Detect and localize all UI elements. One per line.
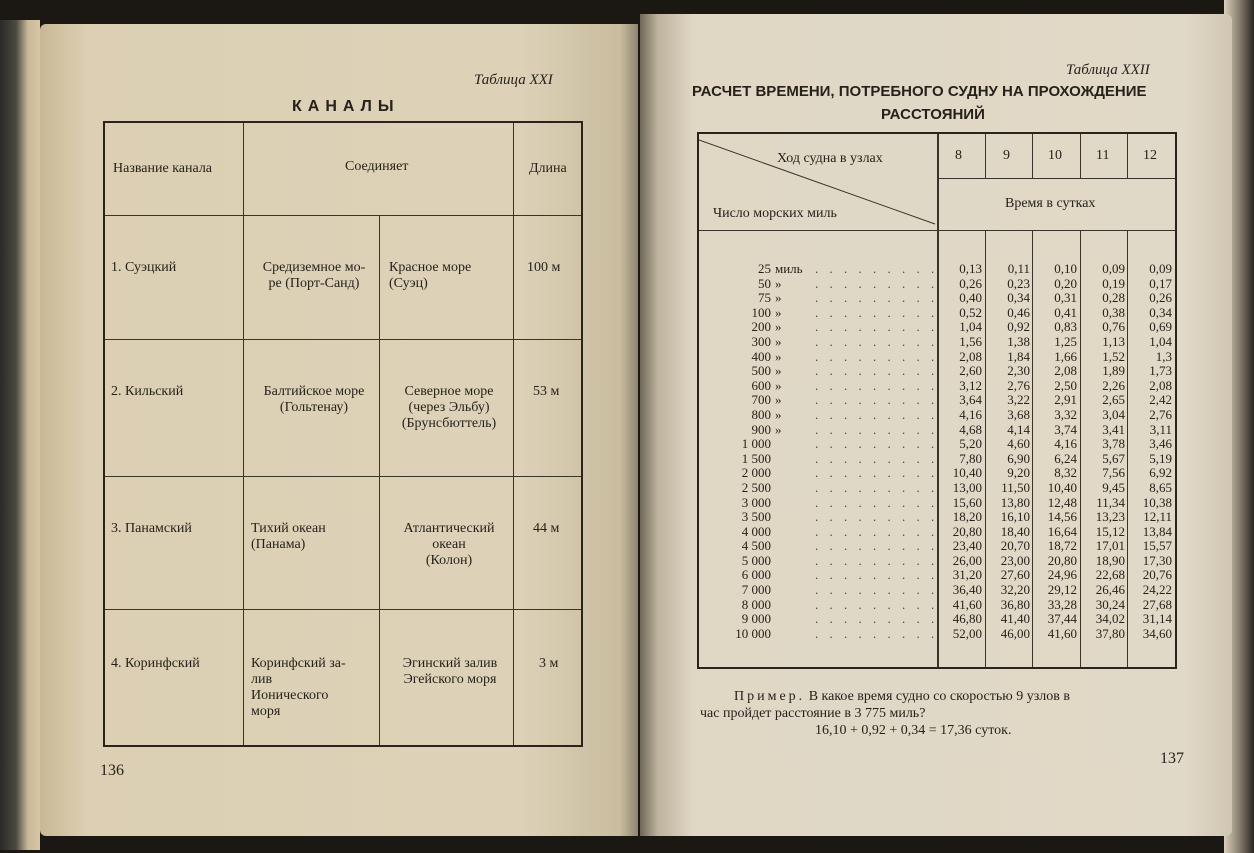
time-cell: 0,40 (959, 290, 982, 306)
mile-value: 25 (758, 261, 771, 276)
time-cell: 30,24 (1095, 596, 1125, 612)
time-cell: 20,80 (1047, 552, 1077, 568)
time-cell: 1,66 (1054, 348, 1077, 364)
mile-row (707, 582, 939, 598)
leader-dots: . . . . . . . . . (815, 567, 939, 583)
time-cell: 26,00 (952, 552, 982, 568)
time-cell: 5,20 (959, 436, 982, 452)
mile-value: 200 (751, 319, 771, 335)
mile-row (707, 261, 939, 277)
leader-dots: . . . . . . . . . (815, 290, 939, 306)
time-cell: 0,34 (1007, 290, 1030, 306)
time-cell: 32,20 (1000, 582, 1030, 598)
time-cell: 8,65 (1149, 479, 1172, 495)
mile-value: 500 (751, 363, 771, 379)
time-cell: 0,38 (1102, 304, 1125, 320)
time-cell: 16,64 (1047, 523, 1077, 539)
leader-dots: . . . . . . . . . (815, 494, 939, 510)
time-cell: 20,80 (952, 523, 982, 539)
leader-dots: . . . . . . . . . (815, 377, 939, 393)
header-nautical-miles: Число морских миль (713, 206, 837, 221)
mile-value: 4 500 (741, 538, 771, 554)
time-cell: 3,64 (959, 392, 982, 408)
canal-to-3: Атлантический океан (Колон) (403, 521, 495, 568)
time-cell: 17,01 (1095, 538, 1125, 554)
speed-10: 10 (1048, 148, 1062, 163)
mile-value: 9 000 (741, 611, 771, 627)
time-cell: 23,40 (952, 538, 982, 554)
header-connects: Соединяет (345, 159, 409, 174)
time-cell: 37,80 (1095, 625, 1125, 641)
mile-row (707, 363, 939, 379)
leader-dots: . . . . . . . . . (815, 596, 939, 612)
time-cell: 3,78 (1102, 436, 1125, 452)
time-cell: 0,31 (1054, 290, 1077, 306)
time-cell: 1,52 (1102, 348, 1125, 364)
mile-unit: » (775, 319, 782, 335)
leader-dots: . . . . . . . . . (815, 304, 939, 320)
time-cell: 20,76 (1142, 567, 1172, 583)
time-cell: 11,34 (1096, 494, 1125, 510)
time-cell: 3,46 (1149, 436, 1172, 452)
time-cell: 0,52 (959, 304, 982, 320)
times-speed-11 (1081, 262, 1128, 641)
time-cell: 15,12 (1095, 523, 1125, 539)
example-text-1: В какое время судно со скоростью 9 узлов в (805, 689, 1070, 704)
time-cell: 1,13 (1102, 333, 1125, 349)
leader-dots: . . . . . . . . . (815, 523, 939, 539)
mile-row (707, 421, 939, 438)
leader-dots: . . . . . . . . . (815, 319, 939, 335)
time-cell: 0,19 (1102, 275, 1125, 291)
mile-value: 2 500 (741, 479, 771, 495)
miles-column (707, 261, 939, 641)
mile-value: 1 500 (741, 450, 771, 466)
leader-dots: . . . . . . . . . (815, 436, 939, 452)
time-cell: 36,80 (1000, 596, 1030, 612)
voyage-time-table (697, 132, 1177, 669)
time-cell: 4,14 (1007, 421, 1030, 437)
leader-dots: . . . . . . . . . (815, 625, 939, 641)
time-cell: 2,30 (1007, 363, 1030, 379)
time-cell: 34,02 (1095, 611, 1125, 627)
leader-dots: . . . . . . . . . (815, 611, 939, 627)
time-cell: 0,46 (1007, 304, 1030, 320)
time-cell: 13,23 (1095, 509, 1125, 525)
time-cell: 24,96 (1047, 567, 1077, 583)
time-cell: 6,24 (1054, 450, 1077, 466)
time-cell: 22,68 (1095, 567, 1125, 583)
time-cell: 36,40 (952, 582, 982, 598)
time-cell: 18,72 (1047, 538, 1077, 554)
mile-row (707, 494, 939, 511)
time-cell: 2,08 (959, 348, 982, 364)
mile-unit: » (775, 392, 782, 408)
time-cell: 1,84 (1007, 348, 1030, 364)
speed-11: 11 (1096, 148, 1110, 163)
mile-unit: » (775, 421, 782, 437)
leader-dots: . . . . . . . . . (815, 348, 939, 364)
mile-unit: » (775, 304, 782, 320)
mile-value: 10 000 (735, 625, 771, 641)
speed-8: 8 (955, 148, 962, 163)
time-cell: 3,22 (1007, 392, 1030, 408)
time-cell: 10,40 (952, 465, 982, 481)
canal-to-4: Эгинский залив Эгейского моря (402, 656, 498, 687)
mile-row (707, 523, 939, 540)
time-cell: 46,80 (952, 611, 982, 627)
time-cell: 0,76 (1102, 319, 1125, 335)
mile-value: 8 000 (741, 596, 771, 612)
leader-dots: . . . . . . . . . (815, 465, 939, 481)
mile-value: 50 (758, 275, 771, 291)
time-cell: 41,60 (952, 596, 982, 612)
time-cell: 27,60 (1000, 567, 1030, 583)
time-cell: 2,50 (1054, 377, 1077, 393)
time-cell: 4,60 (1007, 436, 1030, 452)
times-speed-12 (1128, 262, 1175, 641)
mile-value: 100 (751, 304, 771, 320)
time-cell: 46,00 (1000, 625, 1030, 641)
time-cell: 29,12 (1047, 582, 1077, 598)
mile-row (707, 450, 939, 467)
time-cell: 0,20 (1054, 275, 1077, 291)
time-cell: 0,26 (959, 275, 982, 291)
time-cell: 24,22 (1142, 582, 1172, 598)
time-cell: 1,73 (1149, 363, 1172, 379)
table-label-xxii: Таблица XXII (1066, 62, 1150, 78)
time-cell: 27,68 (1142, 596, 1172, 612)
header-canal-name: Название канала (113, 161, 213, 176)
time-cell: 31,20 (952, 567, 982, 583)
mile-row (707, 465, 939, 481)
canal-length-3: 44 м (533, 521, 560, 536)
time-cell: 3,32 (1054, 406, 1077, 422)
time-cell: 3,12 (959, 377, 982, 393)
time-cell: 1,3 (1155, 348, 1172, 364)
mile-row (707, 406, 939, 423)
mile-value: 7 000 (741, 582, 771, 598)
leader-dots: . . . . . . . . . (815, 363, 939, 379)
mile-unit: » (775, 275, 782, 291)
canal-length-4: 3 м (539, 656, 559, 671)
table-label-xxi: Таблица XXI (474, 72, 553, 88)
mile-unit: » (775, 333, 782, 349)
time-cell: 13,00 (952, 479, 982, 495)
time-cell: 0,26 (1149, 290, 1172, 306)
time-cell: 0,23 (1007, 275, 1030, 291)
time-cell: 0,10 (1054, 261, 1077, 276)
time-cell: 16,10 (1000, 509, 1030, 525)
time-cell: 3,41 (1102, 421, 1125, 437)
leader-dots: . . . . . . . . . (815, 392, 939, 408)
time-cell: 0,69 (1149, 319, 1172, 335)
time-cell: 7,56 (1102, 465, 1125, 481)
time-cell: 3,04 (1102, 406, 1125, 422)
time-cell: 31,14 (1142, 611, 1172, 627)
mile-value: 600 (751, 377, 771, 393)
mile-row (707, 377, 939, 394)
time-cell: 52,00 (952, 625, 982, 641)
mile-unit: » (775, 377, 782, 393)
time-cell: 10,40 (1047, 479, 1077, 495)
time-cell: 7,80 (959, 450, 982, 466)
leader-dots: . . . . . . . . . (815, 538, 939, 554)
time-cell: 20,70 (1000, 538, 1030, 554)
leader-dots: . . . . . . . . . (815, 509, 939, 525)
time-cell: 2,76 (1007, 377, 1030, 393)
time-cell: 3,74 (1054, 421, 1077, 437)
time-cell: 5,67 (1102, 450, 1125, 466)
mile-value: 2 000 (741, 465, 771, 481)
time-cell: 10,38 (1142, 494, 1172, 510)
example-formula: 16,10 + 0,92 + 0,34 = 17,36 суток. (815, 723, 1012, 738)
canal-length-1: 100 м (527, 260, 561, 275)
header-length: Длина (529, 161, 567, 176)
mile-value: 4 000 (741, 523, 771, 539)
leader-dots: . . . . . . . . . (815, 406, 939, 422)
voyage-title-line2: РАССТОЯНИЙ (881, 106, 985, 123)
times-speed-10 (1033, 262, 1080, 641)
time-cell: 11,50 (1001, 479, 1030, 495)
mile-row (707, 596, 939, 613)
time-cell: 1,25 (1054, 333, 1077, 349)
time-cell: 9,45 (1102, 479, 1125, 495)
time-cell: 0,41 (1054, 304, 1077, 320)
time-cell: 2,08 (1054, 363, 1077, 379)
header-time-days: Время в сутках (1005, 196, 1096, 211)
time-cell: 2,08 (1149, 377, 1172, 393)
mile-row (707, 509, 939, 525)
time-cell: 2,65 (1102, 392, 1125, 408)
time-cell: 2,26 (1102, 377, 1125, 393)
time-cell: 0,09 (1149, 261, 1172, 276)
speed-12: 12 (1143, 148, 1157, 163)
time-cell: 0,13 (959, 261, 982, 276)
time-cell: 13,84 (1142, 523, 1172, 539)
mile-row (707, 275, 939, 292)
mile-row (707, 348, 939, 365)
time-cell: 1,56 (959, 333, 982, 349)
book-spine-left (0, 20, 40, 850)
time-cell: 0,83 (1054, 319, 1077, 335)
time-cell: 14,56 (1047, 509, 1077, 525)
leader-dots: . . . . . . . . . (815, 582, 939, 598)
time-cell: 41,60 (1047, 625, 1077, 641)
mile-row (707, 304, 939, 321)
mile-value: 3 500 (741, 509, 771, 525)
time-cell: 1,38 (1007, 333, 1030, 349)
mile-row (707, 392, 939, 408)
canal-length-2: 53 м (533, 384, 560, 399)
leader-dots: . . . . . . . . . (815, 275, 939, 291)
mile-value: 1 000 (741, 436, 771, 452)
time-cell: 3,68 (1007, 406, 1030, 422)
canals-table (103, 121, 583, 747)
time-cell: 1,89 (1102, 363, 1125, 379)
time-cell: 2,91 (1054, 392, 1077, 408)
canal-name-1: 1. Суэцкий (111, 260, 177, 275)
canal-from-1: Средиземное мо- ре (Порт-Санд) (262, 260, 366, 291)
mile-row (707, 479, 939, 496)
time-cell: 6,92 (1149, 465, 1172, 481)
time-cell: 34,60 (1142, 625, 1172, 641)
time-cell: 12,11 (1143, 509, 1172, 525)
canal-to-1: Красное море (Суэц) (389, 260, 472, 291)
mile-row (707, 567, 939, 583)
mile-row (707, 290, 939, 306)
example-label: Пример. (734, 689, 806, 704)
time-cell: 4,16 (1054, 436, 1077, 452)
time-cell: 0,34 (1149, 304, 1172, 320)
time-cell: 37,44 (1047, 611, 1077, 627)
leader-dots: . . . . . . . . . (815, 450, 939, 466)
mile-row (707, 625, 939, 642)
time-cell: 1,04 (959, 319, 982, 335)
mile-value: 5 000 (741, 552, 771, 568)
time-cell: 2,60 (959, 363, 982, 379)
time-cell: 0,92 (1007, 319, 1030, 335)
mile-row (707, 319, 939, 335)
time-cell: 33,28 (1047, 596, 1077, 612)
canal-to-2: Северное море (через Эльбу) (Брунсбюттель) (401, 384, 497, 431)
time-cell: 8,32 (1054, 465, 1077, 481)
canal-from-2: Балтийское море (Гольтенау) (263, 384, 365, 415)
mile-row (707, 333, 939, 350)
voyage-title-line1: РАСЧЕТ ВРЕМЕНИ, ПОТРЕБНОГО СУДНУ НА ПРОХОЖДЕНИЕ (692, 83, 1147, 100)
example-text-2: час пройдет расстояние в 3 775 миль? (700, 706, 926, 721)
leader-dots: . . . . . . . . . (815, 333, 939, 349)
mile-value: 700 (751, 392, 771, 408)
time-cell: 17,30 (1142, 552, 1172, 568)
times-speed-9 (986, 262, 1033, 641)
time-cell: 0,09 (1102, 261, 1125, 276)
time-cell: 2,76 (1149, 406, 1172, 422)
time-cell: 3,11 (1149, 421, 1172, 437)
page-number-right: 137 (1160, 750, 1184, 767)
time-cell: 1,04 (1149, 333, 1172, 349)
mile-unit: » (775, 290, 782, 306)
time-cell: 12,48 (1047, 494, 1077, 510)
leader-dots: . . . . . . . . . (815, 552, 939, 568)
time-cell: 26,46 (1095, 582, 1125, 598)
time-cell: 15,60 (952, 494, 982, 510)
mile-row (707, 611, 939, 627)
times-speed-8 (938, 262, 985, 641)
time-cell: 2,42 (1149, 392, 1172, 408)
mile-row (707, 436, 939, 452)
time-cell: 18,20 (952, 509, 982, 525)
time-cell: 18,40 (1000, 523, 1030, 539)
canal-name-4: 4. Коринфский (111, 656, 200, 671)
mile-unit: миль (775, 261, 803, 276)
example-paragraph (700, 688, 1180, 722)
time-cell: 9,20 (1007, 465, 1030, 481)
mile-value: 400 (751, 348, 771, 364)
canals-title: КАНАЛЫ (292, 98, 400, 115)
mile-value: 300 (751, 333, 771, 349)
time-cell: 6,90 (1007, 450, 1030, 466)
canal-from-4: Коринфский за- лив Ионического моря (251, 656, 346, 719)
time-cell: 0,28 (1102, 290, 1125, 306)
canal-from-3: Тихий океан (Панама) (251, 521, 326, 552)
time-cell: 41,40 (1000, 611, 1030, 627)
mile-value: 900 (751, 421, 771, 437)
time-cell: 0,17 (1149, 275, 1172, 291)
time-cell: 23,00 (1000, 552, 1030, 568)
mile-value: 6 000 (741, 567, 771, 583)
header-speed-knots: Ход судна в узлах (777, 151, 883, 166)
mile-unit: » (775, 406, 782, 422)
time-cell: 0,11 (1007, 261, 1030, 276)
time-cell: 4,16 (959, 406, 982, 422)
time-cell: 13,80 (1000, 494, 1030, 510)
time-cell: 15,57 (1142, 538, 1172, 554)
canal-name-2: 2. Кильский (111, 384, 184, 399)
mile-value: 75 (758, 290, 771, 306)
mile-value: 3 000 (741, 494, 771, 510)
mile-unit: » (775, 363, 782, 379)
leader-dots: . . . . . . . . . (815, 479, 939, 495)
leader-dots: . . . . . . . . . (815, 261, 939, 276)
mile-unit: » (775, 348, 782, 364)
time-cell: 5,19 (1149, 450, 1172, 466)
canal-name-3: 3. Панамский (111, 521, 192, 536)
mile-row (707, 552, 939, 569)
time-cell: 18,90 (1095, 552, 1125, 568)
mile-value: 800 (751, 406, 771, 422)
leader-dots: . . . . . . . . . (815, 421, 939, 437)
time-cell: 4,68 (959, 421, 982, 437)
mile-row (707, 538, 939, 554)
speed-9: 9 (1003, 148, 1010, 163)
page-number-left: 136 (100, 762, 124, 779)
